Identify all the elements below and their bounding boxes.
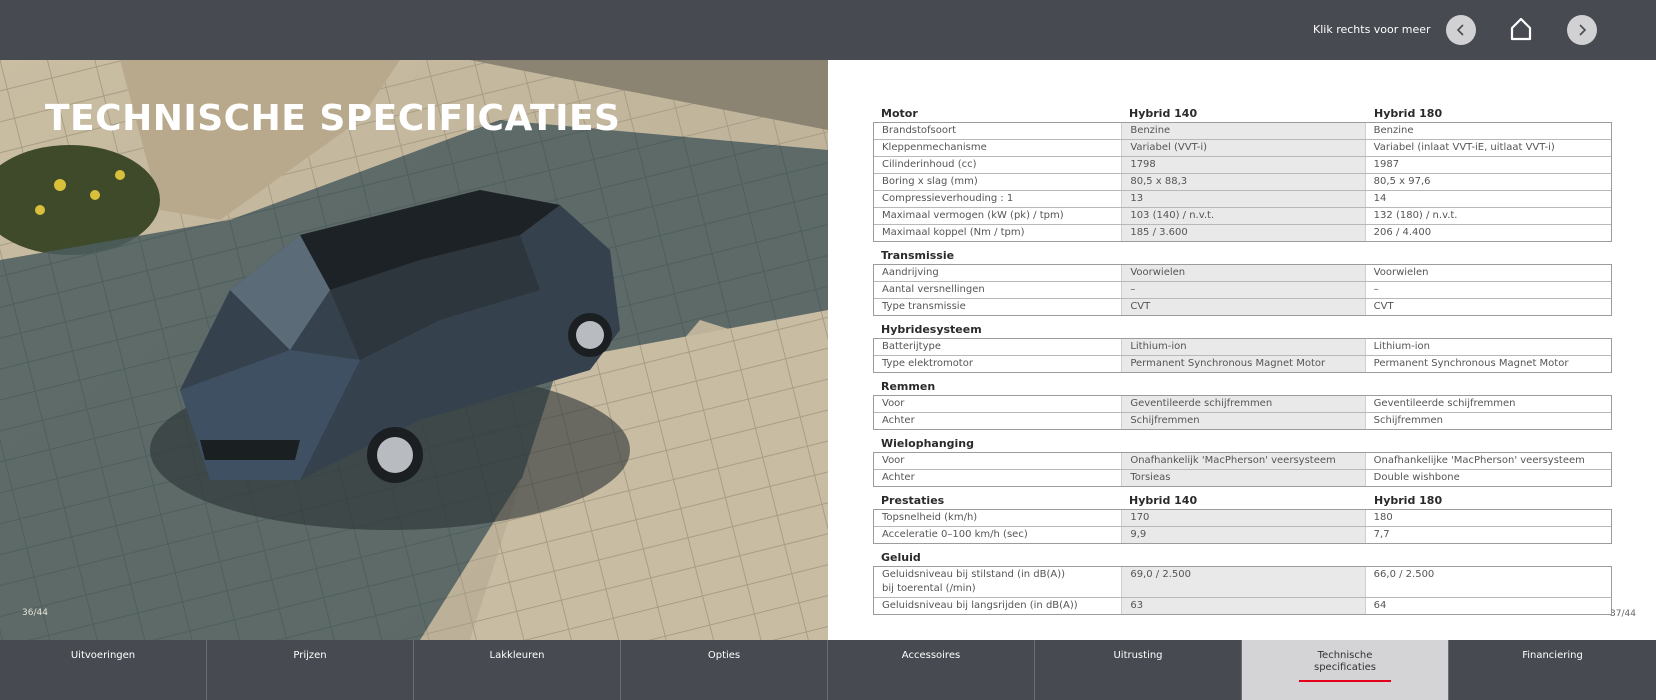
specifications-table [873,104,1612,619]
spec-value: 63 [1121,598,1365,614]
section-heading [873,548,1612,566]
nav-tab-label: Opties [707,650,741,661]
spec-value: 13 [1121,191,1365,207]
spec-label: Boring x slag (mm) [882,176,978,187]
spec-value: Benzine [1373,125,1414,136]
spec-value: Benzine [1121,123,1365,139]
table-row [874,281,1611,298]
spec-value: Voorwielen [1373,267,1429,278]
spec-value: Geventileerde schijfremmen [1121,396,1365,412]
spec-table [873,452,1612,487]
spec-value: 180 [1373,512,1393,523]
table-row [874,396,1611,412]
active-tab-indicator [1299,680,1391,682]
spec-value: – [1121,282,1365,298]
column-header: Hybrid 140 [1129,493,1198,507]
page-number-right: 37/44 [1610,609,1636,619]
nav-tab-prijzen[interactable] [207,640,414,700]
nav-tab-label: Financiering [1522,650,1583,661]
home-icon[interactable] [1510,17,1532,41]
spec-value: CVT [1121,299,1365,315]
table-row [874,567,1611,597]
table-row [874,339,1611,355]
spec-label: Geluidsniveau bij stilstand (in dB(A)) bij toerental (/min) [882,569,1066,594]
table-row [874,510,1611,526]
spec-label: Geluidsniveau bij langsrijden (in dB(A)) [882,600,1078,611]
table-row [874,597,1611,614]
section-heading [873,377,1612,395]
spec-value: Geventileerde schijfremmen [1373,398,1516,409]
section-heading [873,104,1612,122]
column-header: Hybrid 180 [1374,493,1443,507]
spec-value: Variabel (inlaat VVT-iE, uitlaat VVT-i) [1373,142,1555,153]
spec-label: Batterijtype [882,341,941,352]
table-row [874,412,1611,429]
nav-tab-accessoires[interactable] [828,640,1035,700]
chevron-right-icon [1576,24,1588,36]
spec-value: 7,7 [1373,529,1390,540]
spec-label: Brandstofsoort [882,125,957,136]
nav-tab-label: Uitvoeringen [70,650,136,661]
nav-tab-label: Prijzen [293,650,327,661]
spec-label: Acceleratie 0–100 km/h (sec) [882,529,1028,540]
section-title: Hybridesysteem [881,322,982,336]
section-heading [873,320,1612,338]
spec-value: 1798 [1121,157,1365,173]
spec-value: Lithium-ion [1121,339,1365,355]
spec-table [873,338,1612,373]
table-row [874,298,1611,315]
section-heading [873,246,1612,264]
nav-tab-lakkleuren[interactable] [414,640,621,700]
spec-value: 103 (140) / n.v.t. [1121,208,1365,224]
page-number-left: 36/44 [22,608,48,618]
spec-value: Voorwielen [1121,265,1365,281]
section-title: Remmen [881,379,936,393]
page-title: TECHNISCHE SPECIFICATIES [45,98,621,139]
column-header: Hybrid 180 [1374,106,1443,120]
spec-value: 206 / 4.400 [1373,227,1432,238]
spec-value: 69,0 / 2.500 [1121,567,1365,597]
spec-value: Double wishbone [1373,472,1460,483]
top-bar [0,0,1656,60]
nav-tab-label: Technische specificaties [1314,650,1376,673]
spec-value: Onafhankelijk 'MacPherson' veersysteem [1121,453,1365,469]
spec-label: Compressieverhouding : 1 [882,193,1014,204]
table-row [874,224,1611,241]
table-row [874,355,1611,372]
spec-value: 132 (180) / n.v.t. [1373,210,1458,221]
hero-photo [0,60,828,640]
spec-value: – [1373,284,1379,295]
spec-value: CVT [1373,301,1394,312]
section-title: Geluid [881,550,921,564]
spec-label: Aantal versnellingen [882,284,985,295]
spec-label: Type transmissie [882,301,966,312]
spec-value: 66,0 / 2.500 [1373,569,1435,580]
spec-label: Maximaal koppel (Nm / tpm) [882,227,1025,238]
section-heading [873,434,1612,452]
table-row [874,526,1611,543]
spec-value: Lithium-ion [1373,341,1430,352]
spec-value: 170 [1121,510,1365,526]
spec-value: 14 [1373,193,1387,204]
chevron-left-icon [1455,24,1467,36]
spec-value: Schijfremmen [1121,413,1365,429]
table-row [874,453,1611,469]
spec-value: 80,5 x 88,3 [1121,174,1365,190]
spec-table [873,264,1612,316]
spec-value: 9,9 [1121,527,1365,543]
spec-label: Achter [882,415,915,426]
section-title: Transmissie [881,248,955,262]
bottom-navigation [0,640,1656,700]
nav-tab-label: Accessoires [901,650,961,661]
spec-table [873,395,1612,430]
table-row [874,123,1611,139]
spec-label: Topsnelheid (km/h) [882,512,978,523]
section-heading [873,491,1612,509]
previous-page-button[interactable] [1446,15,1476,45]
spec-value: Permanent Synchronous Magnet Motor [1373,358,1569,369]
table-row [874,190,1611,207]
spec-label: Maximaal vermogen (kW (pk) / tpm) [882,210,1064,221]
table-row [874,469,1611,486]
spec-table [873,122,1612,242]
spec-value: 80,5 x 97,6 [1373,176,1431,187]
spec-value: 1987 [1373,159,1400,170]
spec-label: Kleppenmechanisme [882,142,987,153]
spec-value: Variabel (VVT-i) [1121,140,1365,156]
nav-tab-opties[interactable] [621,640,828,700]
table-row [874,207,1611,224]
next-page-button[interactable] [1567,15,1597,45]
table-row [874,173,1611,190]
nav-tab-uitrusting[interactable] [1035,640,1242,700]
table-row [874,139,1611,156]
section-title: Wielophanging [881,436,975,450]
spec-value: Torsieas [1121,470,1365,486]
table-row [874,265,1611,281]
spec-label: Achter [882,472,915,483]
spec-value: Schijfremmen [1373,415,1443,426]
column-header: Hybrid 140 [1129,106,1198,120]
nav-tab-technische-specificaties[interactable] [1242,640,1449,700]
spec-value: Permanent Synchronous Magnet Motor [1121,356,1365,372]
spec-table [873,566,1612,615]
table-row [874,156,1611,173]
spec-value: Onafhankelijke 'MacPherson' veersysteem [1373,455,1585,466]
spec-value: 185 / 3.600 [1121,225,1365,241]
nav-tab-label: Lakkleuren [489,650,545,661]
spec-label: Cilinderinhoud (cc) [882,159,977,170]
spec-label: Aandrijving [882,267,939,278]
navigation-hint: Klik rechts voor meer [1313,23,1431,36]
nav-tab-financiering[interactable] [1449,640,1656,700]
section-title: Motor [881,106,918,120]
spec-label: Voor [882,455,905,466]
spec-table [873,509,1612,544]
section-title: Prestaties [881,493,945,507]
nav-tab-label: Uitrusting [1113,650,1163,661]
spec-value: 64 [1373,600,1387,611]
nav-tab-uitvoeringen[interactable] [0,640,207,700]
car-photo [0,60,828,640]
spec-label: Voor [882,398,905,409]
spec-label: Type elektromotor [882,358,973,369]
